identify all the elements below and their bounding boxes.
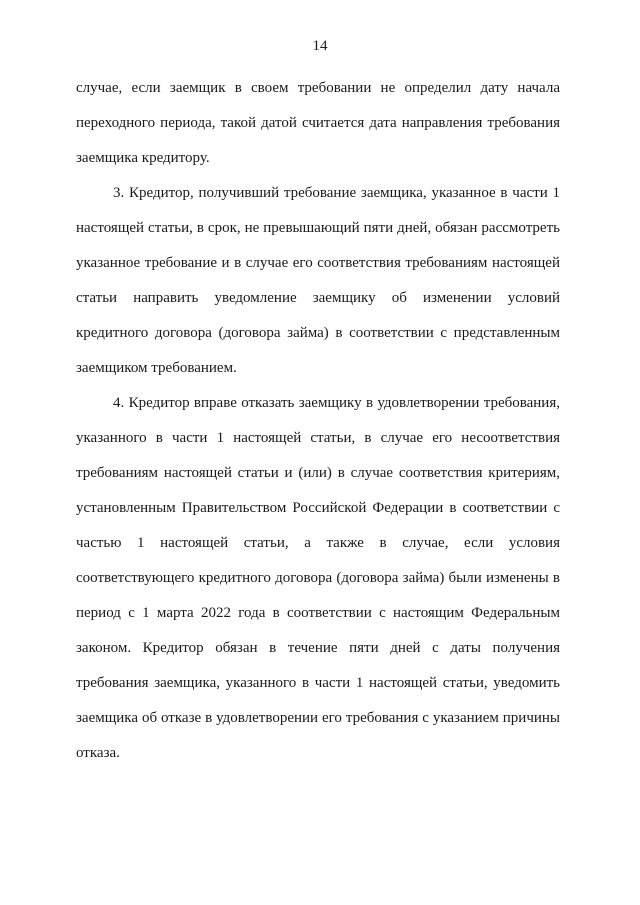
paragraph-3-line-2: указанного в части 1 настоящей статьи, в случае его несоответствия: [76, 430, 560, 446]
paragraph-2-line-4: статьи направить уведомление заемщику об изменении условий: [76, 290, 560, 306]
paragraph-1-line-1: случае, если заемщик в своем требовании не определил дату начала: [76, 80, 560, 96]
paragraph-3-line-9: требования заемщика, указанного в части 1 настоящей статьи, уведомить: [76, 675, 560, 691]
paragraph-1-line-3: заемщика кредитору.: [76, 150, 210, 166]
paragraph-2-line-2: настоящей статьи, в срок, не превышающий пяти дней, обязан рассмотреть: [76, 220, 560, 236]
paragraph-2-line-6: заемщиком требованием.: [76, 360, 237, 376]
paragraph-3-line-8: законом. Кредитор обязан в течение пяти дней с даты получения: [76, 640, 560, 656]
paragraph-2-line-5: кредитного договора (договора займа) в соответствии с представленным: [76, 325, 560, 341]
paragraph-3-line-1: 4. Кредитор вправе отказать заемщику в удовлетворении требования,: [113, 395, 560, 411]
paragraph-1-line-2: переходного периода, такой датой считается дата направления требования: [76, 115, 560, 131]
paragraph-2-line-1: 3. Кредитор, получивший требование заемщика, указанное в части 1: [113, 185, 560, 201]
paragraph-3-line-10: заемщика об отказе в удовлетворении его требования с указанием причины: [76, 710, 560, 726]
paragraph-2-line-3: указанное требование и в случае его соответствия требованиям настоящей: [76, 255, 560, 271]
paragraph-3-line-7: период с 1 марта 2022 года в соответствии с настоящим Федеральным: [76, 605, 560, 621]
paragraph-3-line-11: отказа.: [76, 745, 120, 761]
paragraph-3-line-5: частью 1 настоящей статьи, а также в случае, если условия: [76, 535, 560, 551]
paragraph-3-line-6: соответствующего кредитного договора (договора займа) были изменены в: [76, 570, 560, 586]
paragraph-3-line-3: требованиям настоящей статьи и (или) в случае соответствия критериям,: [76, 465, 560, 481]
paragraph-3-line-4: установленным Правительством Российской Федерации в соответствии с: [76, 500, 560, 516]
page-number: 14: [312, 38, 328, 54]
